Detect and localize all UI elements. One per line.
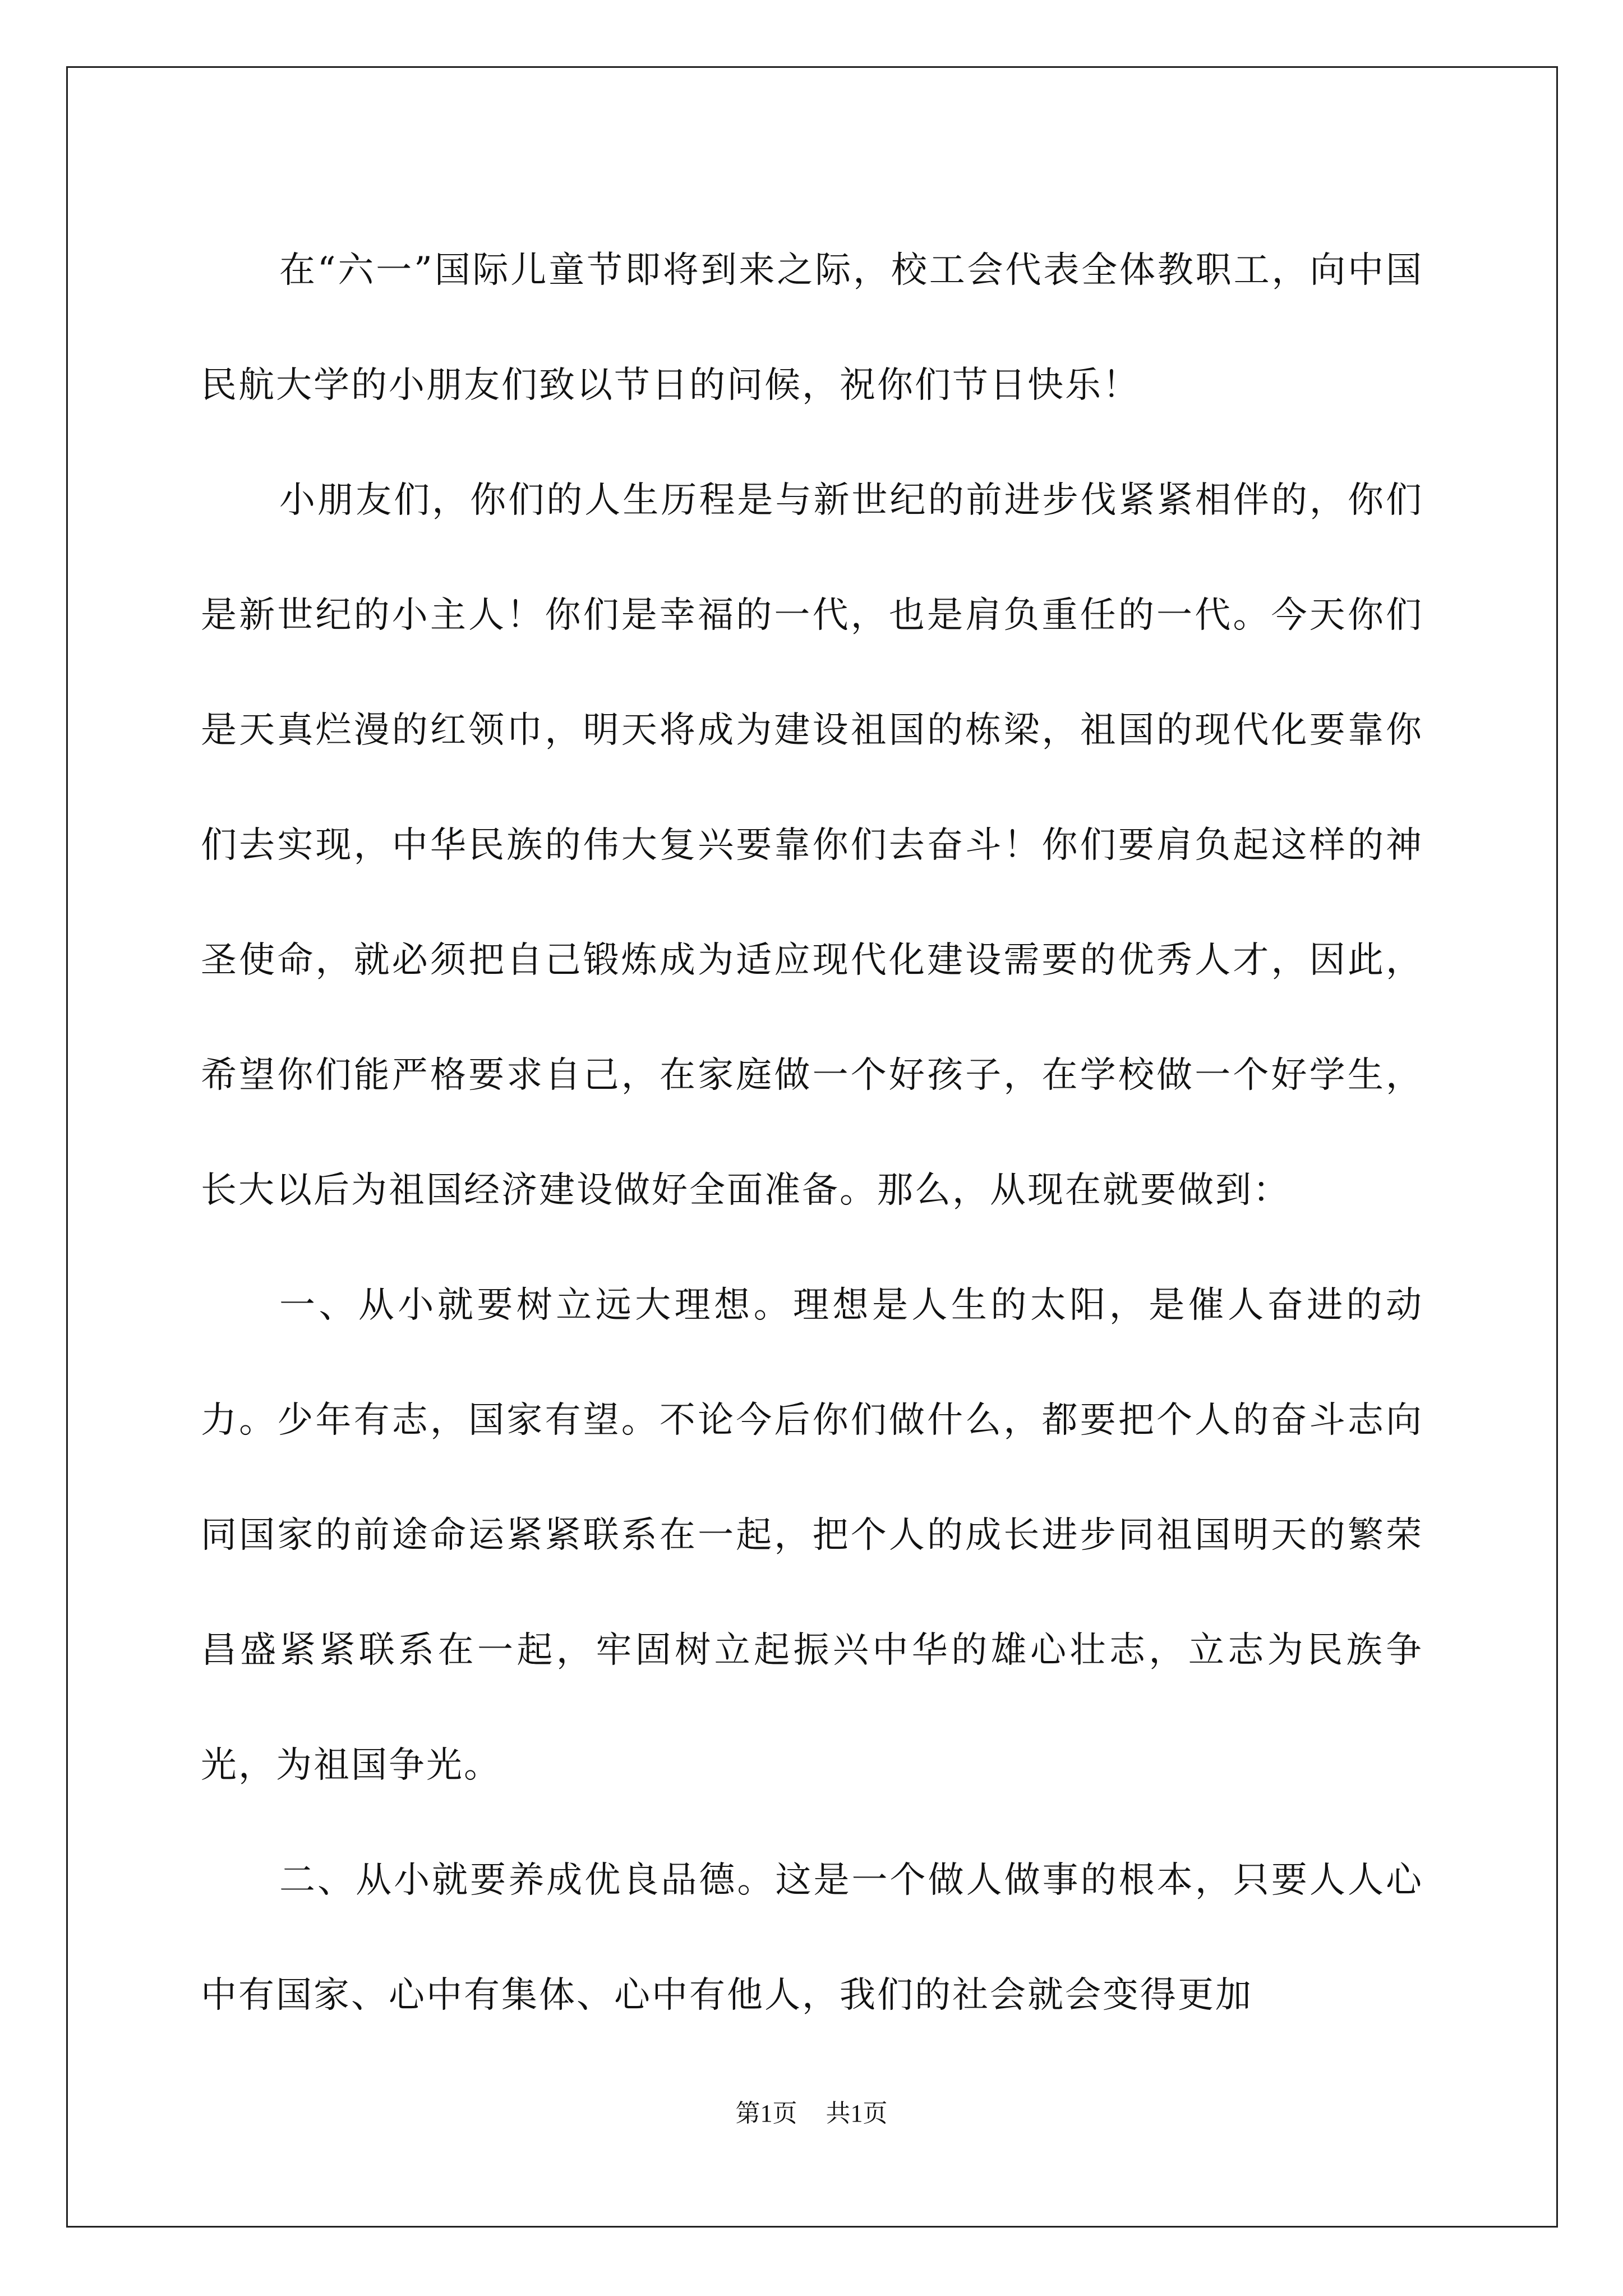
paragraph-greeting: 在“六一”国际儿童节即将到来之际，校工会代表全体教职工，向中国民航大学的小朋友们致以节日的问候，祝你们节日快乐！ <box>201 250 1423 406</box>
paragraph-ideals: 一、从小就要树立远大理想。理想是人生的太阳，是催人奋进的动力。少年有志，国家有望。不论今后你们做什么，都要把个人的奋斗志向同国家的前途命运紧紧联系在一起，把个人的成长进步同祖国明天的繁荣昌盛紧紧联系在一起，牢固树立起振兴中华的雄心壮志，立志为民族争光，为祖国争光。 <box>201 1285 1423 1786</box>
page-number: 第1页 <box>735 2100 797 2127</box>
page-footer <box>0 2097 1623 2131</box>
page-total: 共1页 <box>826 2100 888 2127</box>
paragraph-mission: 小朋友们，你们的人生历程是与新世纪的前进步伐紧紧相伴的，你们是新世纪的小主人！你们是幸福的一代，也是肩负重任的一代。今天你们是天真烂漫的红领巾，明天将成为建设祖国的栋梁，祖国的现代化要靠你们去实现，中华民族的伟大复兴要靠你们去奋斗！你们要肩负起这样的神圣使命，就必须把自己锻炼成为适应现代化建设需要的优秀人才，因此，希望你们能严格要求自己，在家庭做一个好孩子，在学校做一个好学生，长大以后为祖国经济建设做好全面准备。那么，从现在就要做到： <box>201 480 1423 1211</box>
document-body <box>201 213 1423 2053</box>
paragraph-morals: 二、从小就要养成优良品德。这是一个做人做事的根本，只要人人心中有国家、心中有集体、心中有他人，我们的社会就会变得更加 <box>201 1860 1423 2016</box>
